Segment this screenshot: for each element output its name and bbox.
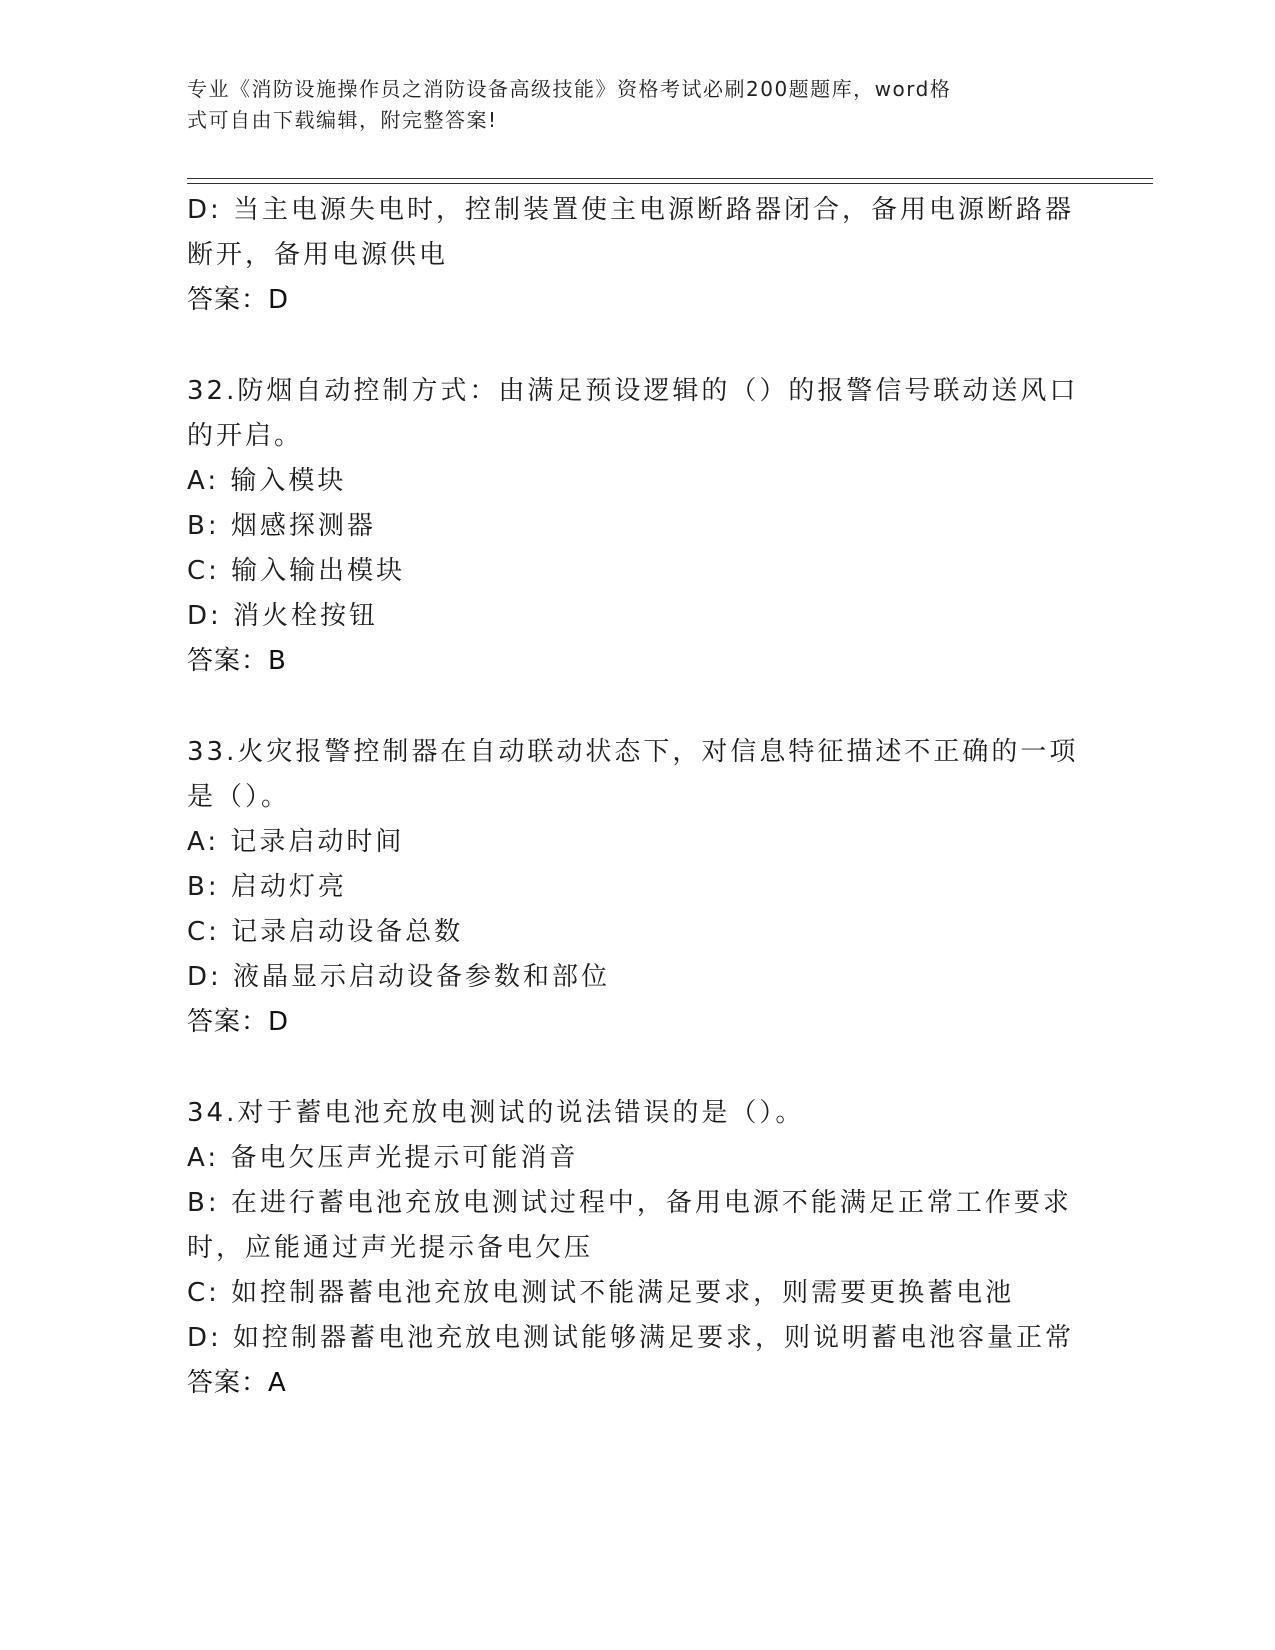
header-divider-bottom (187, 183, 1153, 184)
question-stem-line-1: 32.防烟自动控制方式：由满足预设逻辑的（）的报警信号联动送风口 (187, 376, 1079, 406)
option-c: C: 输入输出模块 (187, 556, 406, 586)
option-d: D: 如控制器蓄电池充放电测试能够满足要求，则说明蓄电池容量正常 (187, 1323, 1075, 1353)
option-a: A: 记录启动时间 (187, 827, 405, 857)
spacer (187, 684, 1087, 730)
option-d: D: 液晶显示启动设备参数和部位 (187, 962, 611, 992)
option-b: B: 启动灯亮 (187, 872, 347, 902)
option-b-line-1: B: 在进行蓄电池充放电测试过程中，备用电源不能满足正常工作要求 (187, 1188, 1072, 1218)
option-d: D: 消火栓按钮 (187, 601, 379, 631)
spacer (187, 1045, 1087, 1091)
header-divider-top (187, 178, 1153, 179)
question-block-34 (187, 1091, 1087, 1406)
option-a: A: 备电欠压声光提示可能消音 (187, 1143, 579, 1173)
option-b: B: 烟感探测器 (187, 511, 376, 541)
option-c: C: 如控制器蓄电池充放电测试不能满足要求，则需要更换蓄电池 (187, 1278, 1015, 1308)
answer-text: 答案：D (187, 285, 290, 315)
header-line-1: 专业《消防设施操作员之消防设备高级技能》资格考试必刷200题题库，word格 (187, 77, 952, 101)
question-content (187, 188, 1087, 1406)
option-d-line-2: 断开，备用电源供电 (187, 240, 449, 270)
question-block-33 (187, 730, 1087, 1045)
answer-text: 答案：D (187, 1007, 290, 1037)
option-c: C: 记录启动设备总数 (187, 917, 464, 947)
answer-text: 答案：B (187, 646, 287, 676)
question-stem-line-1: 34.对于蓄电池充放电测试的说法错误的是（）。 (187, 1098, 805, 1128)
question-stem-line-2: 是（）。 (187, 782, 291, 812)
answer-text: 答案：A (187, 1368, 287, 1398)
question-block-prev (187, 188, 1087, 323)
option-b-line-2: 时，应能通过声光提示备电欠压 (187, 1233, 594, 1263)
spacer (187, 323, 1087, 369)
question-stem-line-2: 的开启。 (187, 421, 304, 451)
header-line-2: 式可自由下载编辑，附完整答案! (187, 108, 498, 132)
document-header (187, 74, 1067, 136)
option-d-line-1: D: 当主电源失电时，控制装置使主电源断路器闭合，备用电源断路器 (187, 195, 1075, 225)
question-block-32 (187, 369, 1087, 684)
question-stem-line-1: 33.火灾报警控制器在自动联动状态下，对信息特征描述不正确的一项 (187, 737, 1079, 767)
option-a: A: 输入模块 (187, 466, 347, 496)
